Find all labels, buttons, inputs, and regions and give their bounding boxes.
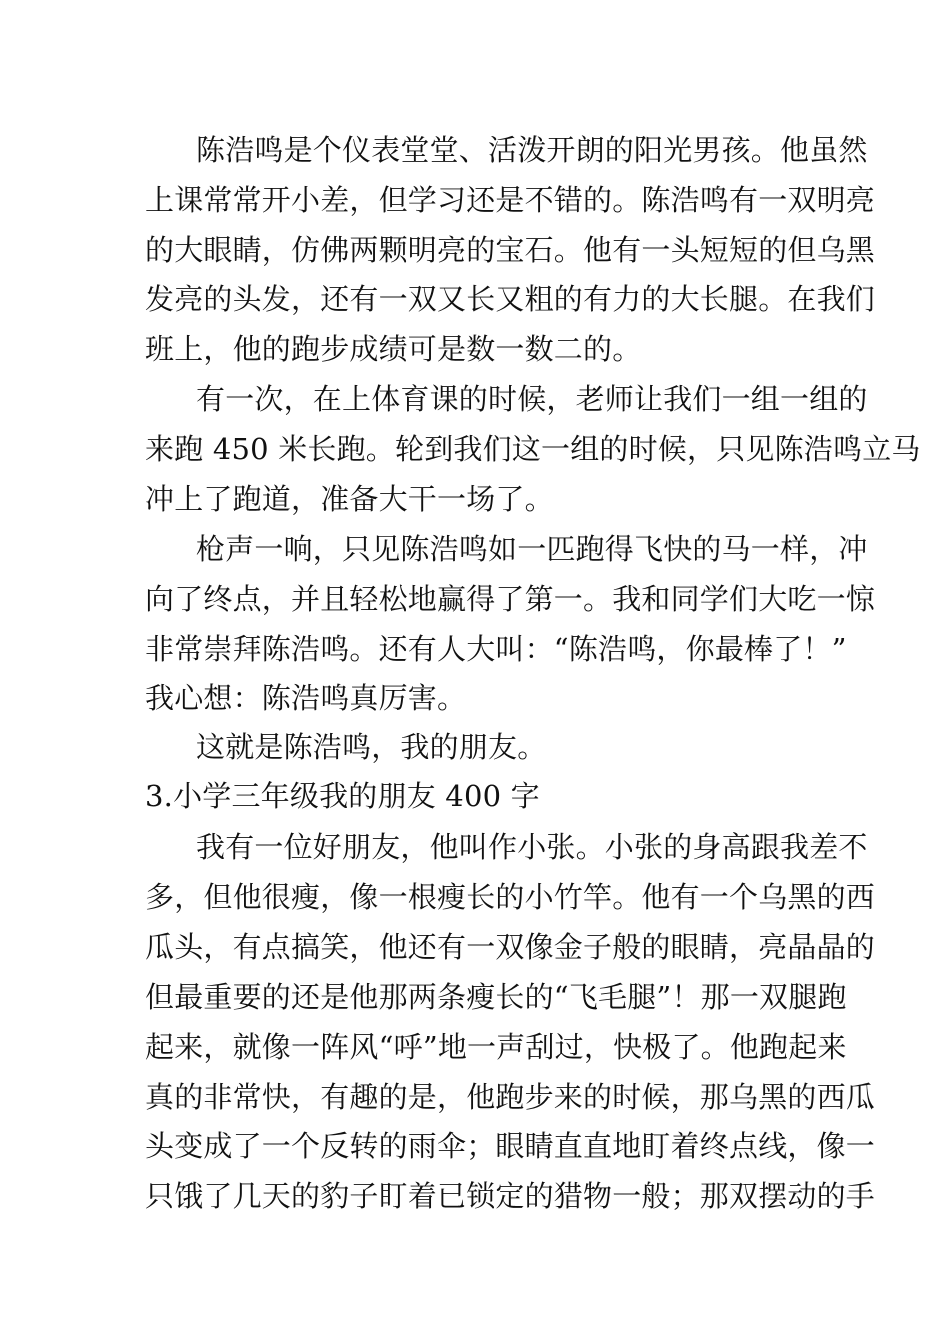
paragraph-5-line-4: 但最重要的还是他那两条瘦长的“飞毛腿”！那一双腿跑	[145, 980, 847, 1014]
paragraph-2-line-1: 有一次，在上体育课的时候，老师让我们一组一组的	[196, 382, 868, 416]
paragraph-3-line-1: 枪声一响，只见陈浩鸣如一匹跑得飞快的马一样，冲	[196, 532, 868, 566]
paragraph-2-line-3: 冲上了跑道，准备大干一场了。	[145, 482, 554, 516]
section-heading: 3.小学三年级我的朋友 400 字	[145, 779, 540, 813]
paragraph-5-line-8: 只饿了几天的豹子盯着已锁定的猎物一般；那双摆动的手	[145, 1179, 876, 1213]
paragraph-5-line-5: 起来，就像一阵风“呼”地一声刮过，快极了。他跑起来	[145, 1030, 847, 1064]
paragraph-5-line-3: 瓜头，有点搞笑，他还有一双像金子般的眼睛，亮晶晶的	[145, 930, 876, 964]
paragraph-1-line-3: 的大眼睛，仿佛两颗明亮的宝石。他有一头短短的但乌黑	[145, 233, 876, 267]
paragraph-2-line-2: 来跑 450 米长跑。轮到我们这一组的时候，只见陈浩鸣立马	[145, 432, 921, 466]
paragraph-3-line-3: 非常崇拜陈浩鸣。还有人大叫：“陈浩鸣，你最棒了！”	[145, 632, 847, 666]
paragraph-5-line-1: 我有一位好朋友，他叫作小张。小张的身高跟我差不	[196, 830, 868, 864]
paragraph-1-line-4: 发亮的头发，还有一双又长又粗的有力的大长腿。在我们	[145, 282, 876, 316]
paragraph-5-line-2: 多，但他很瘦，像一根瘦长的小竹竿。他有一个乌黑的西	[145, 880, 876, 914]
paragraph-5-line-7: 头变成了一个反转的雨伞；眼睛直直地盯着终点线，像一	[145, 1129, 876, 1163]
paragraph-1-line-5: 班上，他的跑步成绩可是数一数二的。	[145, 332, 642, 366]
paragraph-5-line-6: 真的非常快，有趣的是，他跑步来的时候，那乌黑的西瓜	[145, 1080, 876, 1114]
paragraph-4-line-1: 这就是陈浩鸣，我的朋友。	[196, 730, 547, 764]
paragraph-1-line-2: 上课常常开小差，但学习还是不错的。陈浩鸣有一双明亮	[145, 183, 876, 217]
paragraph-3-line-2: 向了终点，并且轻松地赢得了第一。我和同学们大吃一惊	[145, 582, 876, 616]
paragraph-1-line-1: 陈浩鸣是个仪表堂堂、活泼开朗的阳光男孩。他虽然	[196, 133, 868, 167]
paragraph-3-line-4: 我心想：陈浩鸣真厉害。	[145, 681, 467, 715]
